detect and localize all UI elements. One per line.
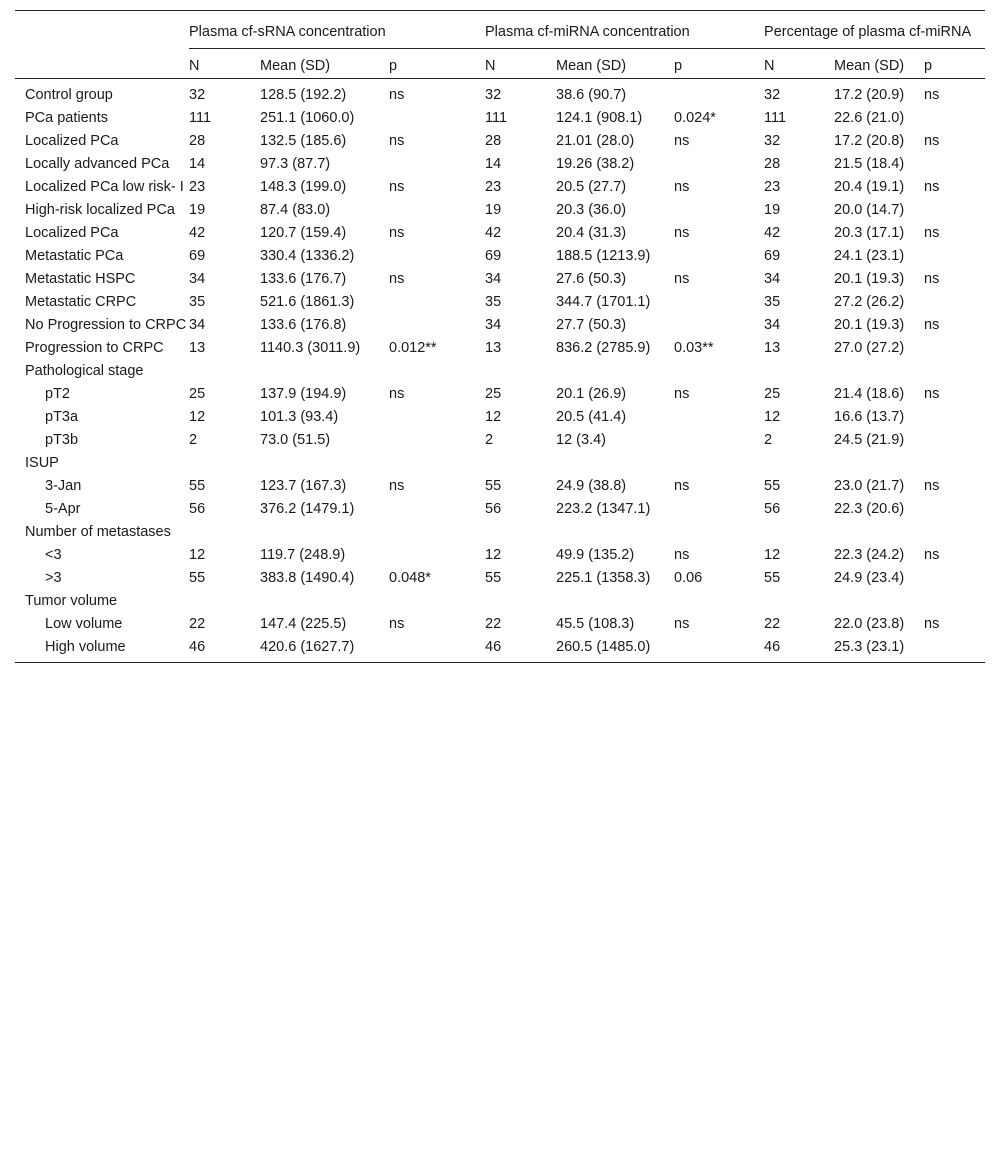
cell-pct-n: 42 — [764, 225, 781, 241]
cell-srna-mean-sd: 1140.3 (3011.9) — [260, 340, 361, 356]
cell-mirna-n: 12 — [485, 409, 502, 425]
header-group-percentage: Percentage of plasma cf-miRNA — [764, 11, 985, 49]
cell-srna-mean-sd: 128.5 (192.2) — [260, 87, 347, 103]
cell-mirna-n: 25 — [485, 386, 502, 402]
cell-srna-n: 23 — [189, 179, 206, 195]
cell-mirna-p: 0.03** — [674, 340, 714, 356]
cell-pct-p: ns — [924, 271, 940, 287]
cell-srna-n: 34 — [189, 271, 206, 287]
cell-mirna-n: 14 — [485, 156, 502, 172]
cell-mirna-mean-sd: 260.5 (1485.0) — [556, 637, 674, 663]
cell-srna-p — [389, 407, 485, 430]
cell-pct-mean-sd: 24.1 (23.1) — [834, 248, 905, 264]
cell-srna-n: 13 — [189, 340, 206, 356]
cell-mirna-p: ns — [674, 547, 690, 563]
cell-srna-mean-sd: 97.3 (87.7) — [260, 156, 331, 172]
cell-pct-p — [924, 637, 985, 663]
cell-mirna-n: 34 — [485, 271, 502, 287]
cell-srna-p — [389, 200, 485, 223]
cell-mirna-p — [674, 154, 764, 177]
header-sub-row — [15, 49, 985, 79]
cell-pct-n: 12 — [764, 547, 781, 563]
table-row — [15, 292, 985, 315]
cell-mirna-p — [674, 499, 764, 522]
cell-pct-p: ns — [924, 317, 940, 333]
cell-mirna-p — [674, 315, 764, 338]
header-group-row — [15, 11, 985, 49]
cell-pct-p — [924, 200, 985, 223]
cell-pct-mean-sd: 23.0 (21.7) — [834, 478, 905, 494]
cell-mirna-mean-sd: 45.5 (108.3) — [556, 616, 635, 632]
cell-srna-mean-sd: 133.6 (176.7) — [260, 271, 347, 287]
cell-pct-p: ns — [924, 478, 940, 494]
table-section-row — [15, 591, 985, 614]
cell-srna-n: 32 — [189, 87, 206, 103]
header-p: p — [389, 49, 485, 79]
table-body — [15, 79, 985, 663]
cell-srna-mean-sd: 133.6 (176.8) — [260, 317, 347, 333]
cell-srna-mean-sd: 87.4 (83.0) — [260, 202, 331, 218]
cell-mirna-mean-sd: 836.2 (2785.9) — [556, 340, 651, 356]
cell-srna-p — [389, 637, 485, 663]
cell-pct-p: ns — [924, 87, 940, 103]
row-label: pT2 — [45, 386, 70, 402]
cell-srna-p: ns — [389, 478, 405, 494]
cell-srna-n: 35 — [189, 294, 206, 310]
cell-pct-p: ns — [924, 133, 940, 149]
cell-pct-mean-sd: 17.2 (20.9) — [834, 87, 905, 103]
cell-pct-mean-sd: 22.3 (24.2) — [834, 547, 905, 563]
cell-mirna-n: 55 — [485, 478, 502, 494]
cell-pct-mean-sd: 25.3 (23.1) — [834, 637, 924, 663]
cell-pct-n: 34 — [764, 271, 781, 287]
cell-mirna-p: ns — [674, 179, 690, 195]
row-label: High volume — [15, 637, 189, 663]
cell-srna-p — [389, 246, 485, 269]
cell-pct-mean-sd: 27.0 (27.2) — [834, 340, 905, 356]
cell-mirna-mean-sd: 20.5 (41.4) — [556, 409, 627, 425]
cell-srna-n: 14 — [189, 156, 206, 172]
table-row — [15, 246, 985, 269]
cell-srna-n: 56 — [189, 501, 206, 517]
cell-mirna-p: ns — [674, 478, 690, 494]
cell-mirna-mean-sd: 223.2 (1347.1) — [556, 501, 651, 517]
cell-mirna-mean-sd: 27.7 (50.3) — [556, 317, 627, 333]
cell-mirna-p: ns — [674, 225, 690, 241]
table-section-row — [15, 361, 985, 384]
cell-mirna-p — [674, 407, 764, 430]
row-label: 3-Jan — [45, 478, 82, 494]
cell-mirna-n: 46 — [485, 637, 556, 663]
row-label: Control group — [25, 87, 113, 103]
cell-srna-mean-sd: 123.7 (167.3) — [260, 478, 347, 494]
cell-pct-n: 22 — [764, 616, 781, 632]
table-row — [15, 131, 985, 154]
header-mean-sd: Mean (SD) — [260, 49, 389, 79]
header-mean-sd: Mean (SD) — [556, 49, 674, 79]
table-section-row — [15, 522, 985, 545]
cell-srna-mean-sd: 101.3 (93.4) — [260, 409, 339, 425]
cell-pct-p — [924, 499, 985, 522]
cell-srna-p — [389, 108, 485, 131]
cell-pct-mean-sd: 20.1 (19.3) — [834, 317, 905, 333]
cell-srna-p — [389, 545, 485, 568]
table-row — [15, 79, 985, 109]
table-row — [15, 223, 985, 246]
cell-srna-p: ns — [389, 616, 405, 632]
header-sub-empty — [15, 49, 189, 79]
cell-pct-n: 23 — [764, 179, 781, 195]
cell-pct-p — [924, 430, 985, 453]
cell-mirna-mean-sd: 21.01 (28.0) — [556, 133, 635, 149]
table-row — [15, 407, 985, 430]
header-n: N — [189, 49, 260, 79]
cell-pct-mean-sd: 16.6 (13.7) — [834, 409, 905, 425]
cell-srna-mean-sd: 147.4 (225.5) — [260, 616, 347, 632]
cell-srna-mean-sd: 521.6 (1861.3) — [260, 294, 355, 310]
cell-mirna-p — [674, 79, 764, 109]
table-row — [15, 338, 985, 361]
cell-pct-mean-sd: 20.3 (17.1) — [834, 225, 905, 241]
cell-mirna-mean-sd: 24.9 (38.8) — [556, 478, 627, 494]
cell-pct-mean-sd: 20.4 (19.1) — [834, 179, 905, 195]
cell-mirna-n: 35 — [485, 294, 502, 310]
cell-srna-mean-sd: 137.9 (194.9) — [260, 386, 347, 402]
row-label: Localized PCa — [25, 133, 119, 149]
cell-pct-mean-sd: 24.5 (21.9) — [834, 432, 905, 448]
cell-srna-mean-sd: 376.2 (1479.1) — [260, 501, 355, 517]
cell-pct-n: 28 — [764, 156, 781, 172]
section-label: Pathological stage — [25, 363, 144, 379]
header-p: p — [924, 49, 985, 79]
row-label: Metastatic PCa — [25, 248, 124, 264]
cell-srna-n: 55 — [189, 570, 206, 586]
cell-srna-p — [389, 154, 485, 177]
cell-srna-p: ns — [389, 179, 405, 195]
cell-mirna-p: ns — [674, 386, 690, 402]
row-label: Localized PCa — [25, 225, 119, 241]
table-row — [15, 315, 985, 338]
cell-pct-n: 56 — [764, 501, 781, 517]
row-label: Metastatic HSPC — [25, 271, 136, 287]
row-label: 5-Apr — [45, 501, 81, 517]
cell-mirna-mean-sd: 225.1 (1358.3) — [556, 570, 651, 586]
table-row — [15, 384, 985, 407]
cell-pct-p — [924, 407, 985, 430]
cell-pct-mean-sd: 21.5 (18.4) — [834, 156, 905, 172]
cell-mirna-mean-sd: 20.3 (36.0) — [556, 202, 627, 218]
cell-srna-p — [389, 292, 485, 315]
cell-pct-p — [924, 108, 985, 131]
cell-mirna-p — [674, 246, 764, 269]
cell-pct-p: ns — [924, 225, 940, 241]
row-label: pT3a — [45, 409, 79, 425]
row-label: <3 — [45, 547, 62, 563]
header-group-mirna: Plasma cf-miRNA concentration — [485, 11, 764, 49]
row-label: >3 — [45, 570, 62, 586]
cell-srna-p: ns — [389, 133, 405, 149]
header-group-srna: Plasma cf-sRNA concentration — [189, 11, 485, 49]
cell-mirna-n: 28 — [485, 133, 502, 149]
cell-srna-n: 22 — [189, 616, 206, 632]
cell-pct-p — [924, 568, 985, 591]
cell-srna-mean-sd: 132.5 (185.6) — [260, 133, 347, 149]
cell-mirna-n: 56 — [485, 501, 502, 517]
cell-pct-mean-sd: 17.2 (20.8) — [834, 133, 905, 149]
cell-pct-n: 25 — [764, 386, 781, 402]
cell-srna-p: ns — [389, 271, 405, 287]
cell-mirna-p — [674, 637, 764, 663]
table-row — [15, 637, 985, 663]
cell-pct-n: 19 — [764, 202, 781, 218]
row-label: Metastatic CRPC — [25, 294, 137, 310]
cell-pct-mean-sd: 22.3 (20.6) — [834, 501, 905, 517]
cell-mirna-n: 12 — [485, 547, 502, 563]
cell-pct-mean-sd: 22.6 (21.0) — [834, 110, 905, 126]
cell-srna-n: 25 — [189, 386, 206, 402]
cell-srna-p: 0.048* — [389, 570, 431, 586]
cell-srna-mean-sd: 73.0 (51.5) — [260, 432, 331, 448]
cell-mirna-p: 0.024* — [674, 110, 716, 126]
table-row — [15, 568, 985, 591]
cell-mirna-p: ns — [674, 133, 690, 149]
table-row — [15, 614, 985, 637]
table-row — [15, 430, 985, 453]
cell-mirna-mean-sd: 19.26 (38.2) — [556, 156, 635, 172]
cell-mirna-n: 34 — [485, 317, 502, 333]
cell-srna-n: 69 — [189, 248, 206, 264]
cell-pct-mean-sd: 20.1 (19.3) — [834, 271, 905, 287]
cell-mirna-n: 22 — [485, 616, 502, 632]
row-label: Low volume — [45, 616, 123, 632]
cell-srna-n: 12 — [189, 409, 206, 425]
cell-srna-n: 2 — [189, 432, 198, 448]
cell-pct-n: 55 — [764, 570, 781, 586]
cell-pct-p — [924, 292, 985, 315]
cell-pct-n: 69 — [764, 248, 781, 264]
table-header — [15, 11, 985, 79]
cell-mirna-n: 55 — [485, 570, 502, 586]
cell-srna-p: ns — [389, 225, 405, 241]
row-label: PCa patients — [25, 110, 109, 126]
cell-pct-p: ns — [924, 386, 940, 402]
cell-srna-mean-sd: 251.1 (1060.0) — [260, 110, 355, 126]
cell-srna-n: 28 — [189, 133, 206, 149]
cell-srna-p — [389, 499, 485, 522]
cell-pct-mean-sd: 22.0 (23.8) — [834, 616, 905, 632]
cell-mirna-p: ns — [674, 616, 690, 632]
cell-mirna-mean-sd: 12 (3.4) — [556, 432, 606, 448]
cell-pct-p — [924, 246, 985, 269]
cell-pct-p: ns — [924, 547, 940, 563]
cell-pct-p — [924, 338, 985, 361]
cell-srna-mean-sd: 420.6 (1627.7) — [260, 637, 389, 663]
section-label: Number of metastases — [25, 524, 171, 540]
cell-mirna-n: 32 — [485, 87, 502, 103]
header-n: N — [485, 49, 556, 79]
cell-mirna-mean-sd: 20.4 (31.3) — [556, 225, 627, 241]
cell-srna-p: ns — [389, 386, 405, 402]
cell-pct-n: 12 — [764, 409, 781, 425]
cell-mirna-mean-sd: 20.1 (26.9) — [556, 386, 627, 402]
cell-pct-mean-sd: 27.2 (26.2) — [834, 294, 905, 310]
table-row — [15, 108, 985, 131]
cell-mirna-mean-sd: 188.5 (1213.9) — [556, 248, 651, 264]
cell-mirna-n: 42 — [485, 225, 502, 241]
cell-srna-n: 46 — [189, 637, 260, 663]
cell-pct-n: 32 — [764, 133, 781, 149]
table-row — [15, 200, 985, 223]
cell-pct-n: 35 — [764, 294, 781, 310]
row-label: pT3b — [45, 432, 79, 448]
row-label: Locally advanced PCa — [25, 156, 170, 172]
cell-pct-mean-sd: 20.0 (14.7) — [834, 202, 905, 218]
cell-pct-p: ns — [924, 616, 940, 632]
cell-srna-p: ns — [389, 87, 405, 103]
cell-srna-p: 0.012** — [389, 340, 437, 356]
cell-srna-n: 12 — [189, 547, 206, 563]
table-row — [15, 545, 985, 568]
cell-pct-mean-sd: 21.4 (18.6) — [834, 386, 905, 402]
cell-pct-mean-sd: 24.9 (23.4) — [834, 570, 905, 586]
table-row — [15, 499, 985, 522]
cell-pct-n: 55 — [764, 478, 781, 494]
cell-pct-n: 2 — [764, 432, 773, 448]
cell-pct-n: 34 — [764, 317, 781, 333]
cell-srna-n: 19 — [189, 202, 206, 218]
section-label: Tumor volume — [25, 593, 118, 609]
cell-srna-n: 34 — [189, 317, 206, 333]
cell-mirna-mean-sd: 38.6 (90.7) — [556, 87, 627, 103]
cell-srna-p — [389, 430, 485, 453]
cell-srna-n: 55 — [189, 478, 206, 494]
header-n: N — [764, 49, 834, 79]
cell-pct-n: 32 — [764, 87, 781, 103]
cell-mirna-mean-sd: 20.5 (27.7) — [556, 179, 627, 195]
cell-mirna-p: 0.06 — [674, 570, 703, 586]
cell-mirna-p — [674, 200, 764, 223]
header-empty-cell — [15, 11, 189, 49]
cell-mirna-p — [674, 292, 764, 315]
table-row — [15, 269, 985, 292]
header-mean-sd: Mean (SD) — [834, 49, 924, 79]
row-label: Localized PCa low risk- I — [25, 179, 184, 195]
row-label: Progression to CRPC — [25, 340, 164, 356]
cell-pct-n: 13 — [764, 340, 781, 356]
cell-srna-mean-sd: 330.4 (1336.2) — [260, 248, 355, 264]
cell-mirna-mean-sd: 344.7 (1701.1) — [556, 294, 651, 310]
cell-mirna-n: 13 — [485, 340, 502, 356]
cell-srna-p — [389, 315, 485, 338]
cell-mirna-p — [674, 430, 764, 453]
results-table — [15, 10, 985, 663]
cell-srna-n: 111 — [189, 110, 212, 126]
cell-pct-p — [924, 154, 985, 177]
section-label: ISUP — [25, 455, 59, 471]
cell-mirna-n: 23 — [485, 179, 502, 195]
table-section-row — [15, 453, 985, 476]
cell-pct-n: 46 — [764, 637, 834, 663]
cell-mirna-mean-sd: 49.9 (135.2) — [556, 547, 635, 563]
cell-srna-mean-sd: 120.7 (159.4) — [260, 225, 347, 241]
header-p: p — [674, 49, 764, 79]
cell-mirna-mean-sd: 27.6 (50.3) — [556, 271, 627, 287]
cell-mirna-n: 2 — [485, 432, 494, 448]
cell-mirna-n: 69 — [485, 248, 502, 264]
table-row — [15, 177, 985, 200]
cell-pct-p: ns — [924, 179, 940, 195]
cell-srna-mean-sd: 148.3 (199.0) — [260, 179, 347, 195]
row-label: No Progression to CRPC — [25, 317, 187, 333]
cell-mirna-n: 19 — [485, 202, 502, 218]
table-row — [15, 154, 985, 177]
cell-srna-mean-sd: 383.8 (1490.4) — [260, 570, 355, 586]
cell-mirna-mean-sd: 124.1 (908.1) — [556, 110, 643, 126]
cell-mirna-n: 111 — [485, 110, 508, 126]
row-label: High-risk localized PCa — [25, 202, 175, 218]
cell-mirna-p: ns — [674, 271, 690, 287]
cell-srna-n: 42 — [189, 225, 206, 241]
table-row — [15, 476, 985, 499]
cell-srna-mean-sd: 119.7 (248.9) — [260, 547, 346, 563]
cell-pct-n: 111 — [764, 110, 787, 126]
